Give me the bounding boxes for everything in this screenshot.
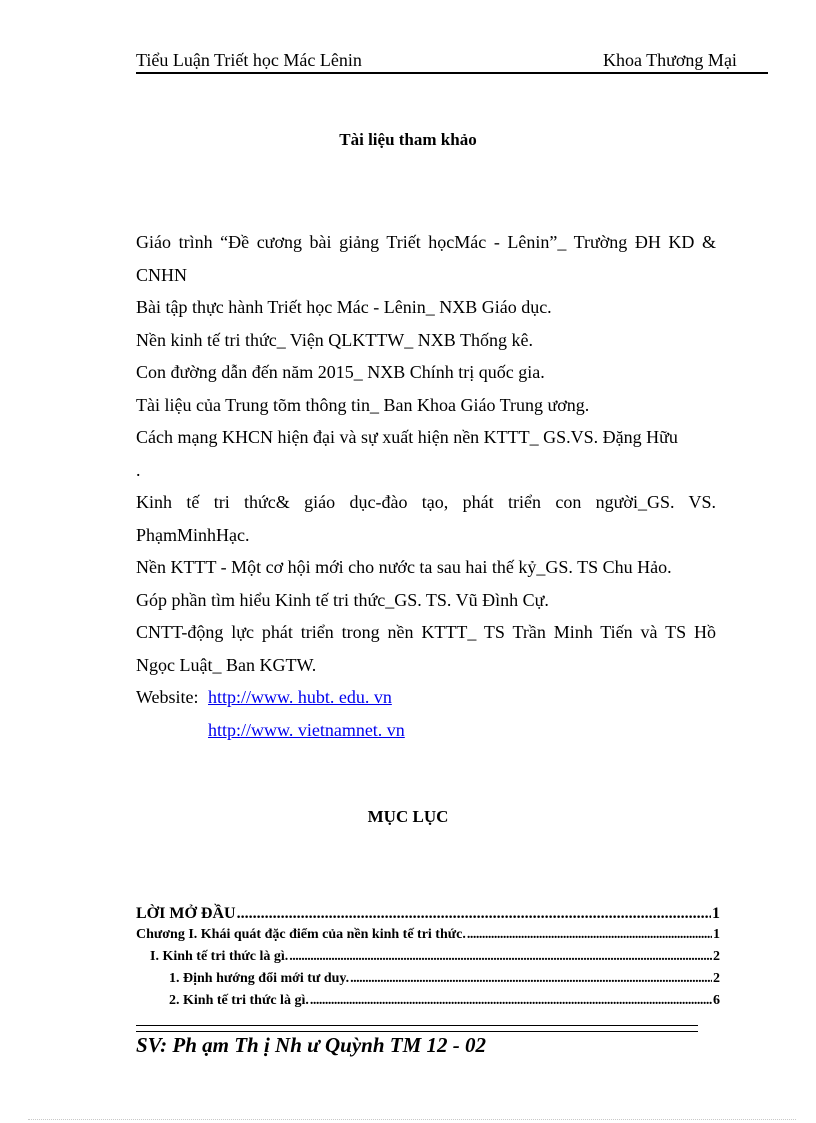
website-line bbox=[136, 714, 716, 747]
reference-item: Giáo trình “Đề cương bài giảng Triết họcMác - Lênin”_ Trường ĐH KD & bbox=[136, 232, 716, 252]
toc-entry-label: 1. Định hướng đổi mới tư duy. bbox=[169, 971, 350, 986]
toc-entry-label: LỜI MỞ ĐẦU bbox=[136, 905, 236, 922]
toc-leader-dots bbox=[237, 905, 711, 923]
toc-entry[interactable] bbox=[169, 971, 720, 987]
reference-item: PhạmMinhHạc. bbox=[136, 524, 250, 545]
reference-item: Nền KTTT - Một cơ hội mới cho nước ta sau hai thế kỷ_GS. TS Chu Hảo. bbox=[136, 557, 672, 577]
toc-leader-dots bbox=[350, 971, 712, 987]
references-title: Tài liệu tham khảo bbox=[339, 130, 477, 149]
toc-entry-page: 6 bbox=[713, 993, 720, 1008]
toc-leader-dots bbox=[289, 949, 712, 965]
reference-item: Cách mạng KHCN hiện đại và sự xuất hiện nền KTTT_ GS.VS. Đặng Hữu bbox=[136, 427, 678, 447]
toc-entry[interactable] bbox=[169, 993, 720, 1009]
reference-item: CNTT-động lực phát triển trong nền KTTT_ TS Trần Minh Tiến và TS Hồ bbox=[136, 622, 716, 642]
toc-entry-label: 2. Kinh tế tri thức là gì. bbox=[169, 993, 309, 1008]
header-left-title: Tiểu Luận Triết học Mác Lênin bbox=[136, 50, 362, 70]
reference-item: Ngọc Luật_ Ban KGTW. bbox=[136, 654, 317, 675]
website-link-vietnamnet[interactable]: http://www. vietnamnet. vn bbox=[208, 720, 405, 740]
footer-student-name: SV: Ph ạm Th ị Nh ư Quỳnh TM 12 - 02 bbox=[136, 1033, 486, 1057]
toc-entry-page: 1 bbox=[713, 927, 720, 942]
toc-entry-page: 2 bbox=[713, 949, 720, 964]
website-line bbox=[136, 681, 716, 714]
toc-title: MỤC LỤC bbox=[367, 807, 449, 826]
reference-item: . bbox=[136, 459, 141, 480]
page-bottom-border bbox=[28, 1119, 796, 1120]
reference-item: Tài liệu của Trung tõm thông tin_ Ban Khoa Giáo Trung ương. bbox=[136, 394, 590, 415]
toc-leader-dots bbox=[467, 927, 712, 943]
footer-double-rule bbox=[136, 1025, 698, 1032]
website-link-hubt[interactable]: http://www. hubt. edu. vn bbox=[208, 687, 392, 707]
reference-item: Nền kinh tế tri thức_ Viện QLKTTW_ NXB Thống kê. bbox=[136, 329, 533, 350]
reference-item: Con đường dẫn đến năm 2015_ NXB Chính trị quốc gia. bbox=[136, 362, 545, 382]
toc-entry[interactable] bbox=[136, 905, 720, 923]
toc-entry[interactable] bbox=[136, 927, 720, 943]
reference-item: CNHN bbox=[136, 264, 188, 285]
toc-leader-dots bbox=[310, 993, 712, 1009]
reference-item: Góp phần tìm hiểu Kinh tế tri thức_GS. TS. Vũ Đình Cự. bbox=[136, 589, 549, 610]
references-list bbox=[136, 226, 716, 747]
toc-entry[interactable] bbox=[150, 949, 720, 965]
reference-item: Bài tập thực hành Triết học Mác - Lênin_ NXB Giáo dục. bbox=[136, 297, 552, 317]
page-header bbox=[136, 48, 768, 74]
toc-entry-label: I. Kinh tế tri thức là gì. bbox=[150, 949, 289, 964]
toc-entry-page: 2 bbox=[713, 971, 720, 986]
website-label: Website: bbox=[136, 687, 199, 707]
toc-entry-page: 1 bbox=[712, 905, 720, 922]
toc-entry-label: Chương I. Khái quát đặc điểm của nền kinh tế tri thức. bbox=[136, 927, 466, 942]
reference-item: Kinh tế tri thức& giáo dục-đào tạo, phát triển con người_GS. VS. bbox=[136, 492, 716, 512]
header-right-title: Khoa Thương Mại bbox=[603, 50, 737, 70]
